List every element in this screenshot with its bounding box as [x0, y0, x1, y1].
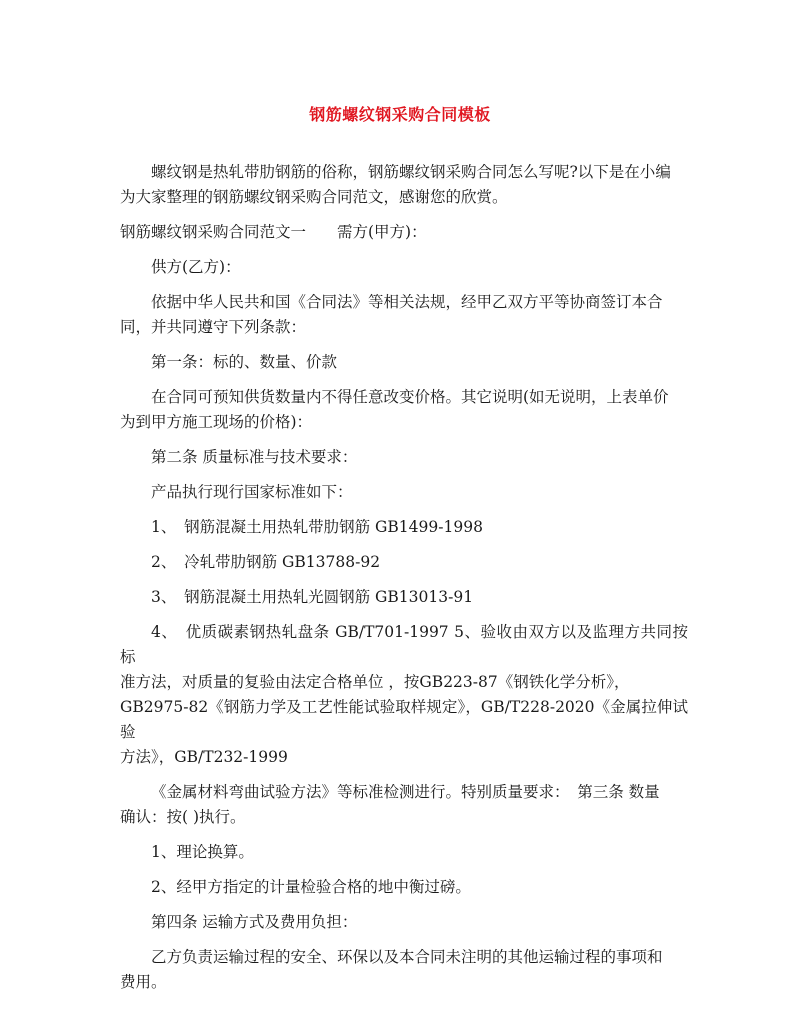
paragraph-basis-line1: 依据中华人民共和国《合同法》等相关法规，经甲乙双方平等协商签订本合: [151, 293, 663, 311]
standard-item-4-cont2: GB2975-82《钢筋力学及工艺性能试验取样规定》，GB/T228-2020《金属拉伸试验: [120, 698, 688, 741]
standard-item-4-cont3: 方法》，GB/T232-1999: [120, 748, 288, 766]
standard-item-1: 1、 钢筋混凝土用热轧带肋钢筋 GB1499-1998: [151, 518, 483, 536]
standard-item-4: 4、 优质碳素钢热轧盘条 GB/T701-1997 5、验收由双方以及监理方共同按标: [120, 623, 688, 666]
paragraph-price-cont: 为到甲方施工现场的价格)：: [120, 413, 313, 431]
paragraph-price: 在合同可预知供货数量内不得任意改变价格。其它说明(如无说明，上表单价: [151, 388, 669, 406]
paragraph-basis-cont: 同，并共同遵守下列条款：: [120, 318, 307, 336]
paragraph-basis: [120, 290, 688, 315]
document-title: 钢筋螺纹钢采购合同模板: [309, 105, 491, 124]
document-body: [120, 160, 688, 995]
paragraph-intro-line1: 螺纹钢是热轧带肋钢筋的俗称，钢筋螺纹钢采购合同怎么写呢?以下是在小编: [151, 163, 671, 181]
paragraph-sample-heading: 钢筋螺纹钢采购合同范文一 需方(甲方)：: [120, 223, 427, 241]
standard-item-2: 2、 冷轧带肋钢筋 GB13788-92: [151, 553, 381, 571]
article-4-heading: 第四条 运输方式及费用负担：: [151, 913, 358, 931]
quantity-item-2: 2、经甲方指定的计量检验合格的地中衡过磅。: [151, 878, 471, 896]
paragraph-test-method-cont: 确认：按( )执行。: [120, 808, 246, 826]
paragraph-standards-intro: 产品执行现行国家标准如下：: [151, 483, 353, 501]
article-1-heading: 第一条：标的、数量、价款: [151, 353, 338, 371]
paragraph-supplier: 供方(乙方)：: [151, 258, 241, 276]
paragraph-transport: 乙方负责运输过程的安全、环保以及本合同未注明的其他运输过程的事项和: [151, 948, 663, 966]
standard-item-3: 3、 钢筋混凝土用热轧光圆钢筋 GB13013-91: [151, 588, 474, 606]
paragraph-test-method: 《金属材料弯曲试验方法》等标准检测进行。特别质量要求： 第三条 数量: [151, 783, 660, 801]
paragraph-intro-cont: [120, 185, 688, 210]
article-2-heading: 第二条 质量标准与技术要求：: [151, 448, 358, 466]
paragraph-intro-line2: 为大家整理的钢筋螺纹钢采购合同范文，感谢您的欣赏。: [120, 188, 508, 206]
standard-item-4-cont1: 准方法，对质量的复验由法定合格单位 ，按GB223-87《钢铁化学分析》，: [120, 673, 630, 691]
paragraph-intro: [120, 160, 688, 185]
quantity-item-1: 1、理论换算。: [151, 843, 254, 861]
paragraph-transport-cont: 费用。: [120, 973, 167, 991]
